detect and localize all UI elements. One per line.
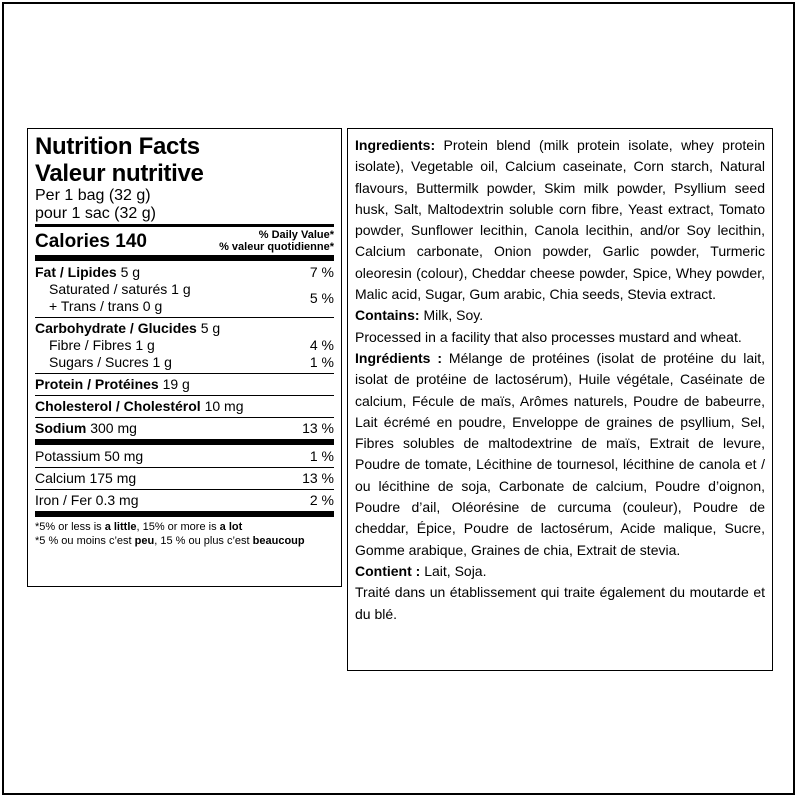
calories-row — [35, 229, 334, 253]
footnote-fr-part: , 15 % ou plus c’est — [154, 535, 253, 547]
ingredients-fr-text: Mélange de protéines (isolat de protéine du lait, isolat de protéine de lactosérum), Huile végétale, Caséinate de calcium, Fécule de maïs, Arômes naturels, Poudre de babeurre, Lait écrémé en poudre, Enveloppe de graines de psyllium, Sel, Fibres solubles de maltodextrine de maïs, Extrait de levure, Poudre de tomate, Lécithine de tournesol, lécithine de canola et / ou lécithine de soja, Carbonate de calcium, Poudre d’oignon, Poudre d’ail, Oléorésine de curcuma (couleur), Poudre de cheddar, Épice, Poudre de lactosérum, Acide malique, Sucre, Gomme arabique, Graines de chia, Extrait de stevia. — [355, 349, 765, 558]
daily-value-header — [219, 229, 334, 253]
divider — [35, 489, 334, 490]
sugars-row — [35, 354, 334, 371]
sugars-dv: 1 % — [309, 354, 334, 370]
facility-fr: Traité dans un établissement qui traite également du moutarde et du blé. — [355, 584, 765, 622]
sodium-amount: 300 mg — [90, 420, 137, 436]
cholesterol-label: Cholesterol / Cholestérol — [35, 398, 201, 414]
fat-label: Fat / Lipides — [35, 264, 117, 280]
cholesterol-amount: 10 mg — [204, 398, 244, 414]
footnote-en-part: *5% or less is — [35, 521, 105, 533]
footnote-fr-part: *5 % ou moins c’est — [35, 535, 135, 547]
fibre-label: Fibre / Fibres 1 g — [49, 337, 155, 353]
divider — [35, 373, 334, 374]
divider — [35, 317, 334, 318]
footnote-fr-bold: peu — [134, 535, 155, 547]
contient-fr — [355, 561, 765, 582]
calcium-label: Calcium 175 mg — [35, 470, 137, 486]
sat-trans-group — [35, 281, 334, 315]
nutrition-title-fr: Valeur nutritive — [35, 160, 204, 187]
ingredients-en — [355, 135, 765, 305]
divider — [35, 511, 334, 517]
footnote-fr — [35, 534, 334, 548]
carb-label: Carbohydrate / Glucides — [35, 320, 197, 336]
potassium-dv: 1 % — [309, 448, 334, 464]
fat-amount: 5 g — [120, 264, 141, 280]
sugars-label: Sugars / Sucres 1 g — [49, 354, 172, 370]
divider — [35, 467, 334, 468]
dv-header-fr: % valeur quotidienne* — [219, 241, 334, 253]
sodium-dv: 13 % — [302, 420, 334, 436]
sodium-row — [35, 420, 334, 437]
ingredients-fr-label: Ingrédients : — [355, 349, 443, 366]
potassium-label: Potassium 50 mg — [35, 448, 144, 464]
ingredients-en-label: Ingredients: — [355, 137, 436, 153]
footnote-en-bold: a lot — [219, 521, 243, 533]
contient-text: Lait, Soja. — [420, 562, 487, 579]
cholesterol-row — [35, 398, 334, 415]
contains-label: Contains: — [355, 307, 420, 324]
carb-amount: 5 g — [200, 320, 221, 336]
divider — [35, 395, 334, 396]
protein-amount: 19 g — [162, 376, 190, 392]
divider — [35, 255, 334, 261]
iron-row — [35, 492, 334, 509]
footnote-en — [35, 520, 334, 534]
serving-size-en: Per 1 bag (32 g) — [35, 187, 151, 204]
facility-en: Processed in a facility that also processes mustard and wheat. — [355, 328, 742, 345]
divider — [35, 417, 334, 418]
contient-label: Contient : — [355, 562, 421, 579]
footnote-en-bold: a little — [104, 521, 137, 533]
divider — [35, 439, 334, 445]
nutrition-facts-panel — [27, 128, 342, 587]
calories-label: Calories 140 — [35, 230, 147, 252]
contains-en — [355, 305, 765, 326]
carb-row — [35, 320, 334, 337]
nutrition-title-en: Nutrition Facts — [35, 133, 200, 160]
iron-label: Iron / Fer 0.3 mg — [35, 492, 139, 508]
serving-size-fr: pour 1 sac (32 g) — [35, 205, 156, 222]
calcium-row — [35, 470, 334, 487]
sodium-label: Sodium — [35, 420, 87, 436]
fibre-dv: 4 % — [309, 337, 334, 353]
contains-text: Milk, Soy. — [419, 307, 484, 324]
fibre-row — [35, 337, 334, 354]
ingredients-en-text: Protein blend (milk protein isolate, whey protein isolate), Vegetable oil, Calcium caseinate, Corn starch, Natural flavours, Buttermilk powder, Skim milk powder, Psyllium seed husk, Salt, Maltodextrin soluble corn fibre, Yeast extract, Tomato powder, Sunflower lecithin, Canola lecithin, and/or Soy lecithin, Calcium carbonate, Onion powder, Garlic powder, Turmeric oleoresin (colour), Cheddar cheese powder, Spice, Whey powder, Malic acid, Sugar, Gum arabic, Chia seeds, Stevia extract. — [355, 137, 765, 303]
saturated-label: Saturated / saturés 1 g — [49, 281, 191, 297]
footnote-fr-bold: beaucoup — [252, 535, 305, 547]
ingredients-fr — [355, 348, 765, 561]
potassium-row — [35, 448, 334, 465]
calcium-dv: 13 % — [302, 470, 334, 486]
divider — [35, 224, 334, 227]
protein-row — [35, 376, 334, 393]
fat-dv: 7 % — [309, 264, 334, 280]
ingredients-panel — [347, 128, 773, 671]
protein-label: Protein / Protéines — [35, 376, 159, 392]
iron-dv: 2 % — [309, 492, 334, 508]
sat-trans-dv: 5 % — [309, 289, 334, 306]
fat-row — [35, 264, 334, 281]
dv-header-en: % Daily Value* — [258, 229, 334, 241]
footnote-en-part: , 15% or more is — [136, 521, 220, 533]
trans-label: + Trans / trans 0 g — [49, 298, 163, 314]
